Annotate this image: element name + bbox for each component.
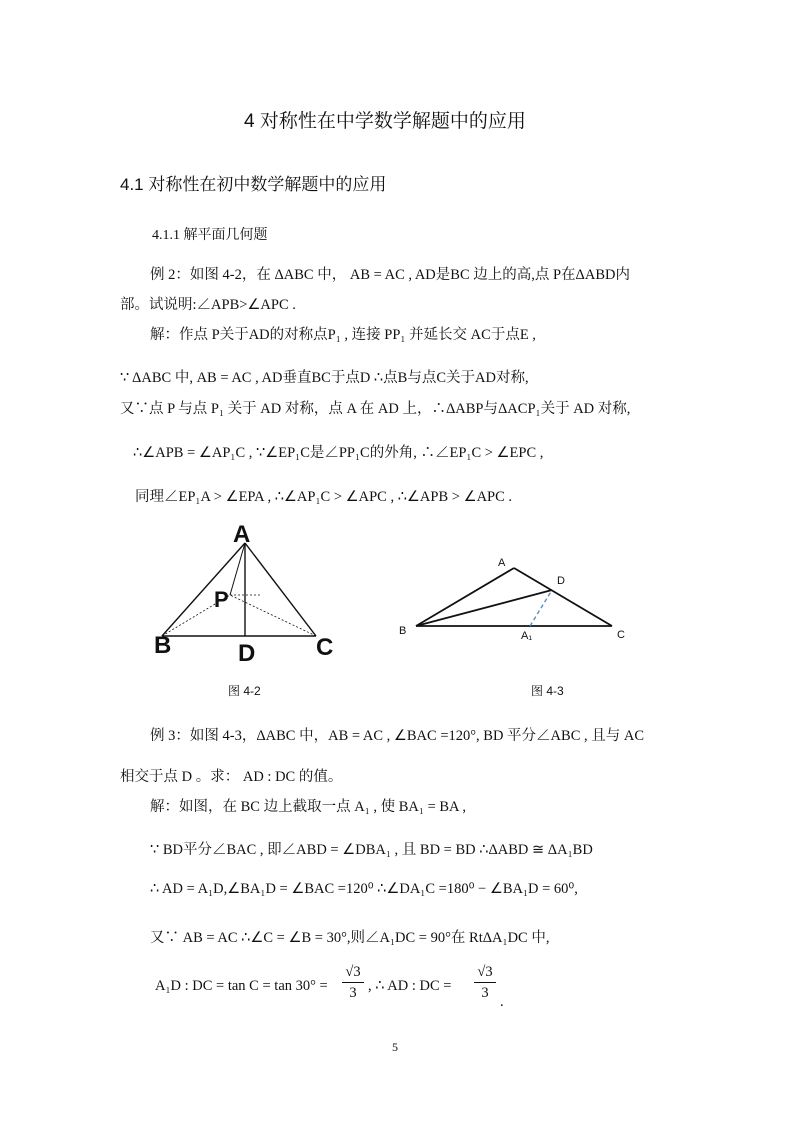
fig43-label-d: D xyxy=(557,575,565,587)
example3-line7-end: . xyxy=(500,994,504,1010)
fig42-label-c: C xyxy=(316,634,334,661)
fig43-label-a1: A₁ xyxy=(521,630,533,642)
fig42-label-d: D xyxy=(238,640,256,665)
fig43-bisector-bd xyxy=(416,590,552,626)
fraction-denominator: 3 xyxy=(481,985,489,1001)
example3-line4: ∵ BD平分∠BAC , 即∠ABD = ∠DBA₁ , 且 BD = BD ∴ΔABD ≅ ΔA₁BD xyxy=(150,842,593,858)
fig42-label-b: B xyxy=(154,632,172,659)
fraction-denominator: 3 xyxy=(349,985,357,1001)
figure-4-3 xyxy=(394,550,634,650)
example2-line6: ∴∠APB = ∠AP₁C , ∵∠EP₁C是∠PP₁C的外角, ∴∠EP₁C > ∠EPC , xyxy=(133,445,544,461)
example3-line3: 解：如图，在 BC 边上截取一点 A₁ , 使 BA₁ = BA , xyxy=(150,799,466,815)
example2-line3: 解：作点 P关于AD的对称点P₁ , 连接 PP₁ 并延长交 AC于点E , xyxy=(150,327,536,343)
fig43-label-b: B xyxy=(399,625,407,637)
fraction-numerator: √3 xyxy=(342,962,364,983)
fig42-segment-cp xyxy=(230,595,316,636)
fig42-label-p: P xyxy=(214,587,229,612)
example2-line1: 例 2：如图 4-2，在 ΔABC 中， AB = AC , AD是BC 边上的高,点 P在ΔABD内 xyxy=(150,267,630,283)
example2-line5: 又∵点 P 与点 P₁ 关于 AD 对称，点 A 在 AD 上，∴ΔABP与ΔACP₁关于 AD 对称, xyxy=(120,401,631,417)
example3-fraction-2 xyxy=(474,962,496,1003)
example2-line7: 同理∠EP₁A > ∠EPA , ∴∠AP₁C > ∠APC , ∴∠APB > ∠APC . xyxy=(135,489,513,505)
example3-line2: 相交于点 D 。求： AD : DC 的值。 xyxy=(120,769,343,785)
example3-line6: 又∵ AB = AC ∴∠C = ∠B = 30°,则∠A₁DC = 90°在 RtΔA₁DC 中, xyxy=(150,930,550,946)
fig42-edge-ab xyxy=(162,543,245,636)
fraction-numerator: √3 xyxy=(474,962,496,983)
figure-4-2-caption: 图 4-2 xyxy=(228,684,261,698)
example3-line7-left: A₁D : DC = tan C = tan 30° = xyxy=(155,978,328,994)
subsection-heading: 4.1.1 解平面几何题 xyxy=(152,228,268,243)
figure-4-3-caption: 图 4-3 xyxy=(531,684,564,698)
example3-line7-mid: , ∴ AD : DC = xyxy=(368,978,452,994)
fig43-label-c: C xyxy=(617,629,625,641)
example2-line2: 部。试说明:∠APB>∠APC . xyxy=(120,297,296,313)
fig43-edge-ab xyxy=(416,568,514,626)
fig43-label-a: A xyxy=(498,557,506,569)
fig42-label-a: A xyxy=(233,521,251,548)
page-number: 5 xyxy=(392,1040,398,1054)
fig42-edge-ac xyxy=(245,543,316,636)
example3-fraction-1 xyxy=(342,962,364,1003)
figure-4-2 xyxy=(150,515,350,665)
example2-line4: ∵ ΔABC 中, AB = AC , AD垂直BC于点D ∴点B与点C关于AD对称, xyxy=(120,370,529,386)
example3-line1: 例 3：如图 4-3，ΔABC 中，AB = AC , ∠BAC =120°, BD 平分∠ABC , 且与 AC xyxy=(150,728,645,744)
example3-line5: ∴ AD = A₁D,∠BA₁D = ∠BAC =120⁰ ∴∠DA₁C =180⁰ − ∠BA₁D = 60⁰, xyxy=(150,881,578,897)
section-heading: 4.1 对称性在初中数学解题中的应用 xyxy=(120,175,387,194)
chapter-heading: 4 对称性在中学数学解题中的应用 xyxy=(244,111,526,132)
